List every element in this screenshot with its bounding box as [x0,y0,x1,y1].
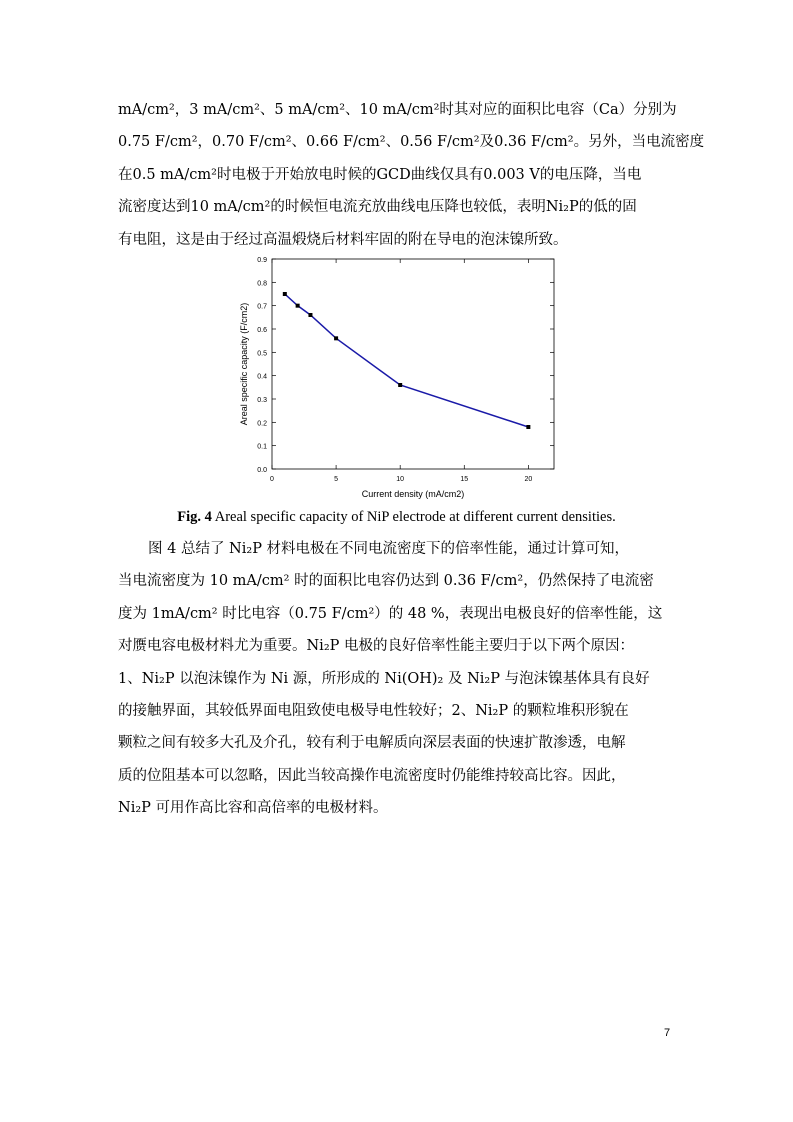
y-tick-label: 0.4 [257,373,267,381]
text-line: 0.75 F/cm²，0.70 F/cm²、0.66 F/cm²、0.56 F/cm²及0.36 F/cm²。另外，当电流密度 [118,134,705,151]
text-line: 有电阻，这是由于经过高温煅烧后材料牢固的附在导电的泡沫镍所致。 [118,231,568,248]
x-axis-label: Current density (mA/cm2) [361,489,465,499]
text-line: mA/cm²，3 mA/cm²、5 mA/cm²、10 mA/cm²时其对应的面积比电容（Ca）分别为 [118,102,677,118]
figure-4-chart [232,252,562,502]
y-tick-label: 0.3 [257,397,267,404]
series-points [283,292,531,429]
data-point [398,383,402,387]
data-point [296,304,300,308]
y-axis-ticks [257,257,554,474]
text-line: 图 4 总结了 Ni₂P 材料电极在不同电流密度下的倍率性能，通过计算可知， [148,541,630,557]
y-tick-label: 0.6 [257,327,267,334]
text-line: 的接触界面，其较低界面电阻致使电极导电性较好；2、Ni₂P 的颗粒堆积形貌在 [118,702,629,719]
paragraph-1 [118,94,705,256]
x-tick-label: 0 [270,476,274,483]
caption-text: Areal specific capacity of NiP electrode at different current densities. [211,509,616,525]
paragraph-2 [118,533,678,825]
text-line: 1、Ni₂P 以泡沫镍作为 Ni 源，所形成的 Ni(OH)₂ 及 Ni₂P 与泡沫镍基体具有良好 [118,670,650,687]
y-tick-label: 0.0 [257,467,267,474]
y-tick-label: 0.7 [257,303,267,311]
text-line: 质的位阻基本可以忽略，因此当较高操作电流密度时仍能维持较高比容。因此， [118,767,626,784]
data-point [308,313,312,317]
x-tick-label: 5 [334,476,339,483]
text-line: Ni₂P 可用作高比容和高倍率的电极材料。 [118,800,388,817]
y-tick-label: 0.1 [257,443,267,451]
x-axis-ticks [270,259,532,483]
x-tick-label: 10 [396,476,405,483]
y-tick-label: 0.2 [257,420,267,428]
text-line: 在0.5 mA/cm²时电极于开始放电时候的GCD曲线仅具有0.003 V的电压降，当电 [118,166,642,183]
y-tick-label: 0.9 [257,257,267,264]
plot-frame [272,259,554,469]
text-line: 颗粒之间有较多大孔及介孔，较有利于电解质向深层表面的快速扩散渗透，电解 [118,735,626,752]
data-point [526,425,530,429]
y-tick-label: 0.8 [257,280,267,288]
page-number: 7 [664,1027,671,1039]
line-chart [232,252,562,502]
caption-label: Fig. 4 [177,509,212,525]
series-line [285,294,529,427]
text-line: 流密度达到10 mA/cm²的时候恒电流充放曲线电压降也较低，表明Ni₂P的低的固 [118,199,637,216]
data-point [334,336,338,340]
x-tick-label: 20 [524,476,533,483]
y-tick-label: 0.5 [257,350,267,358]
x-tick-label: 15 [460,476,469,483]
text-line: 对赝电容电极材料尤为重要。Ni₂P 电极的良好倍率性能主要归于以下两个原因： [118,638,635,655]
y-axis-label: Areal specific capacity (F/cm2) [239,302,249,426]
data-point [283,292,287,296]
text-line: 当电流密度为 10 mA/cm² 时的面积比电容仍达到 0.36 F/cm²，仍然保持了电流密 [118,573,654,590]
text-line: 度为 1mA/cm² 时比电容（0.75 F/cm²）的 48 %，表现出电极良好的倍率性能，这 [118,605,663,622]
figure-caption [0,509,793,526]
